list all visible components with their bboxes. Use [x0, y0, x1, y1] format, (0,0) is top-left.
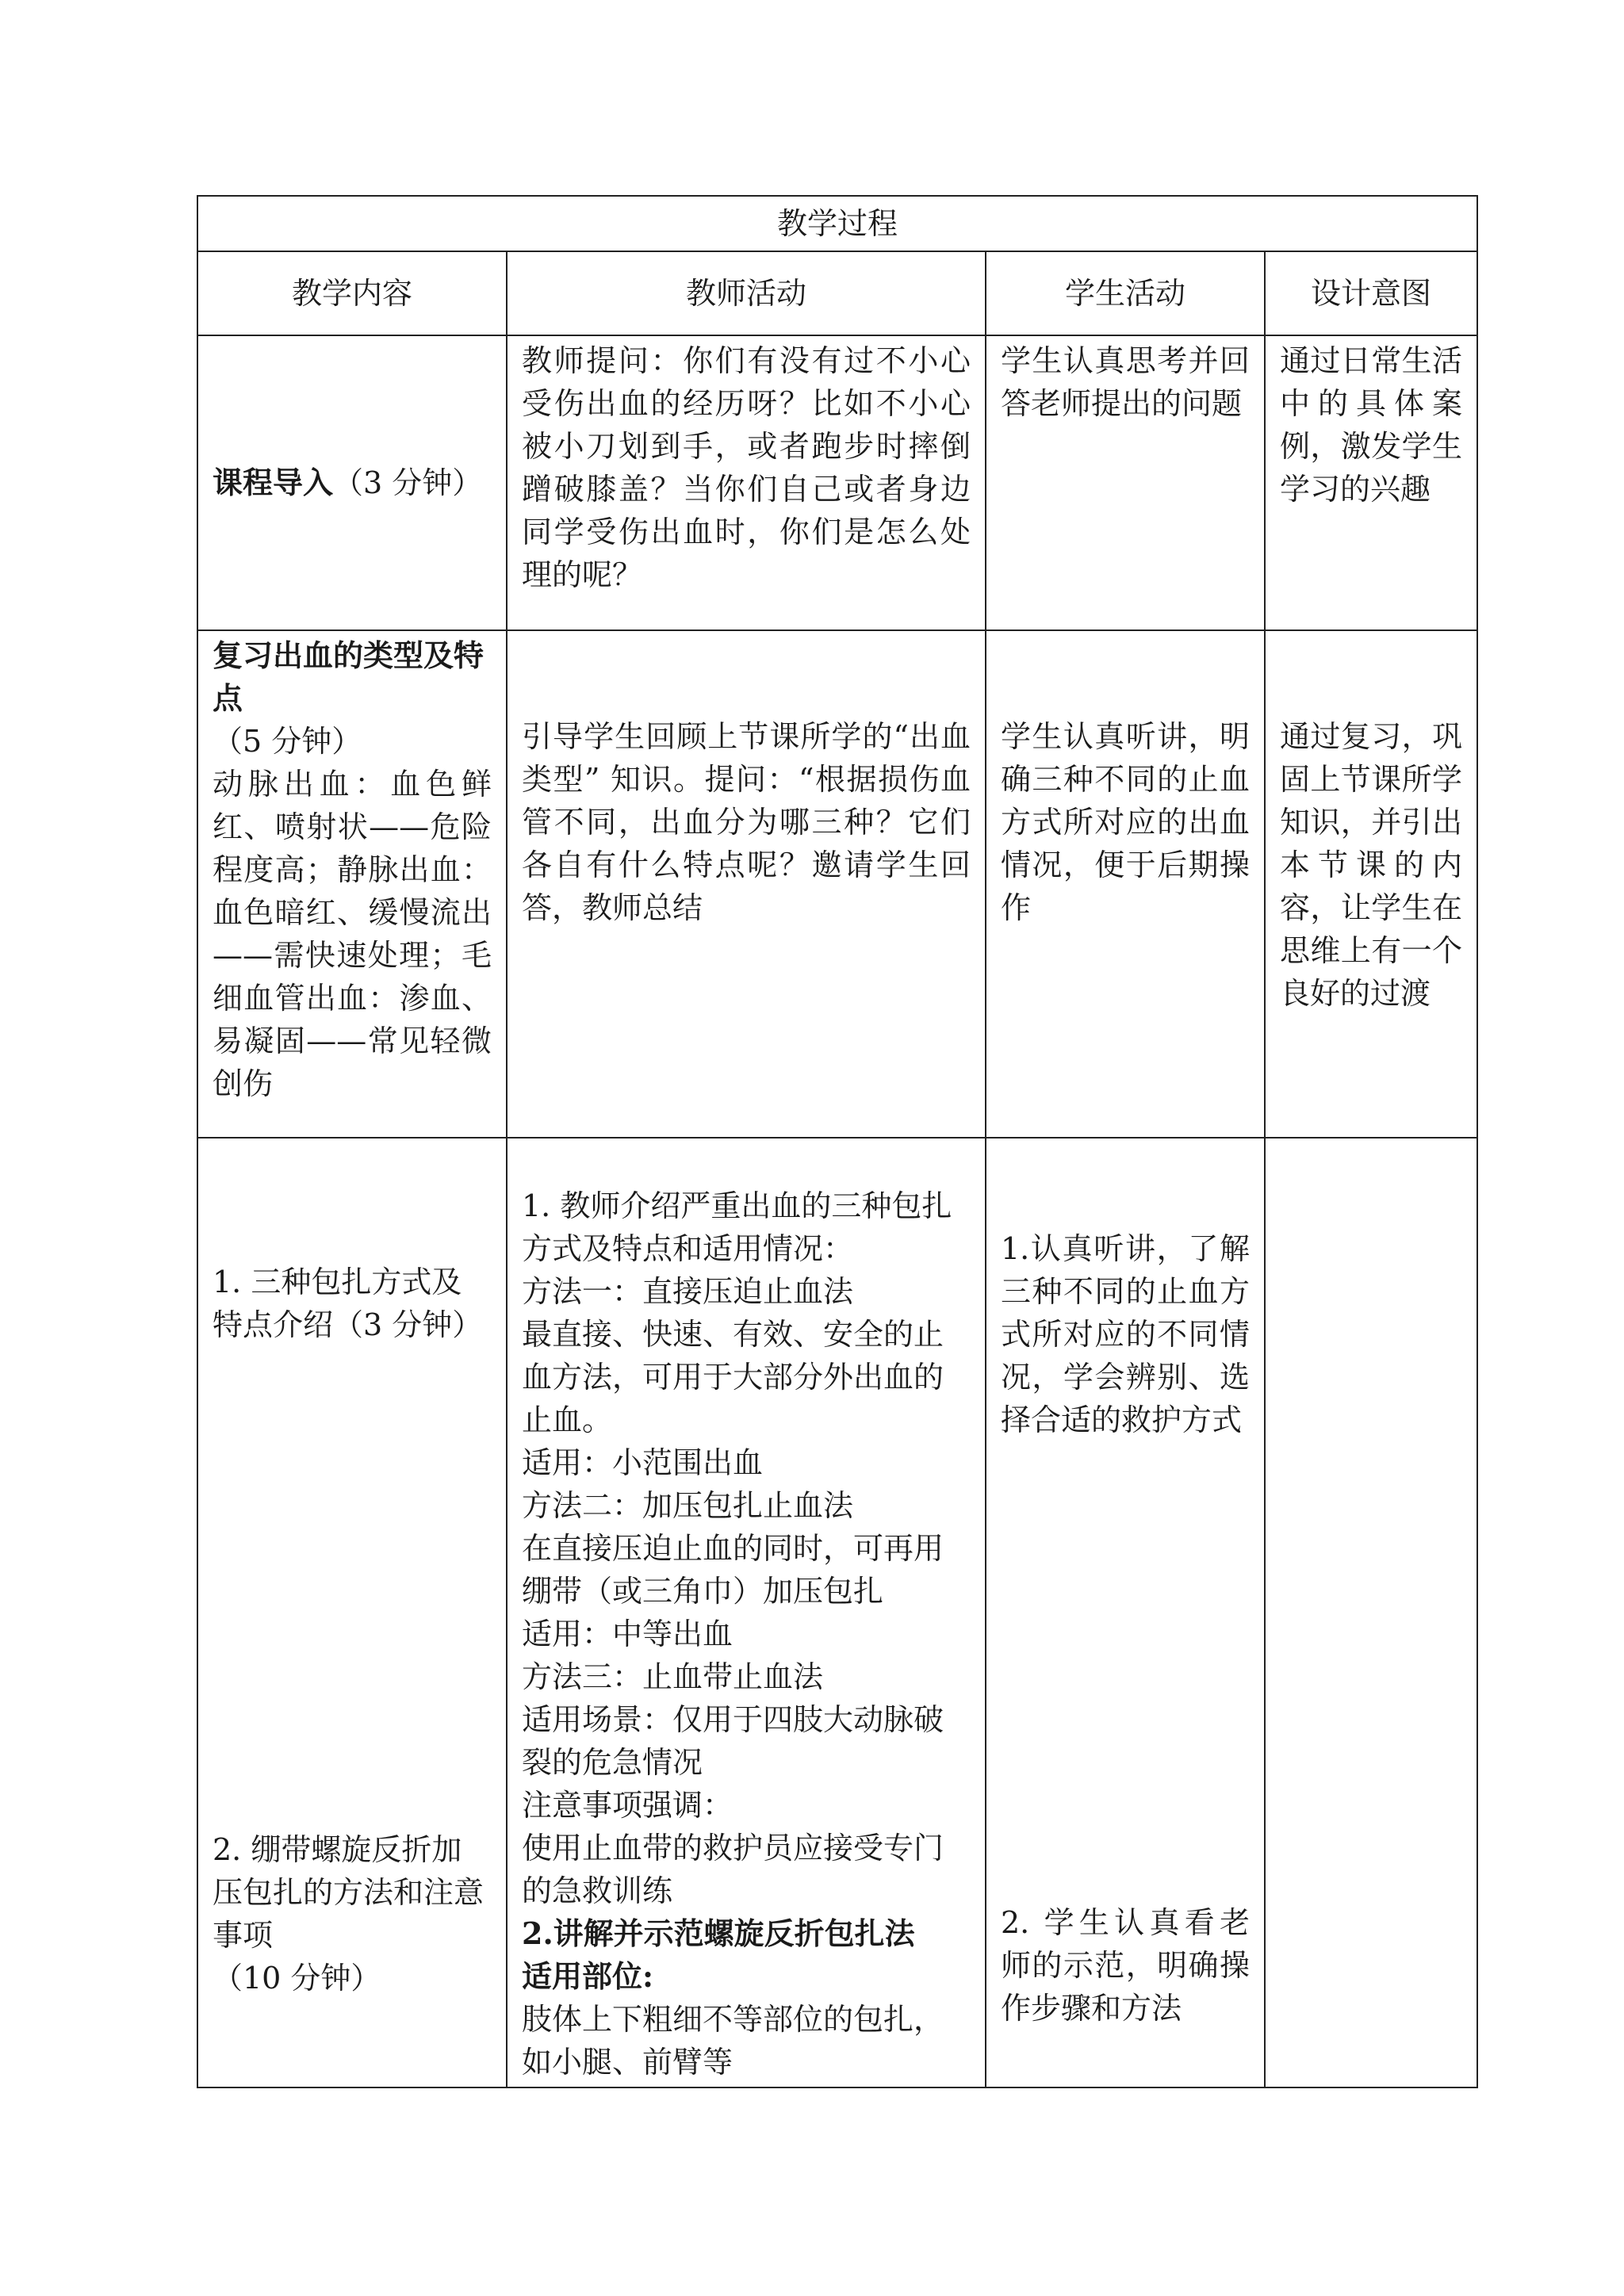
teacher-cell-intro: 教师提问：你们有没有过不小心受伤出血的经历呀？比如不小心被小刀划到手，或者跑步时摔倒蹭破膝盖？当你们自己或者身边同学受伤出血时，你们是怎么处理的呢？: [507, 335, 986, 630]
bandage-part2-duration: （10 分钟）: [213, 1961, 381, 1996]
teacher-line: 使用止血带的救护员应接受专门的急救训练: [522, 1831, 944, 1908]
table-row: [197, 335, 1477, 630]
teacher-line: 适用场景：仅用于四肢大动脉破裂的危急情况: [522, 1702, 944, 1780]
student-part2: 2. 学生认真看老师的示范，明确操作步骤和方法: [1001, 1905, 1250, 2026]
teacher-cell-bandage: [507, 1138, 986, 2087]
header-content: 教学内容: [197, 251, 507, 335]
student-cell-review: 学生认真听讲，明确三种不同的止血方式所对应的出血情况，便于后期操作: [986, 630, 1265, 1138]
review-body: 动脉出血：血色鲜红、喷射状——危险程度高；静脉出血：血色暗红、缓慢流出——需快速处理；毛细血管出血：渗血、易凝固——常见轻微创伤: [213, 767, 492, 1101]
table-row: [197, 630, 1477, 1138]
intro-label: 课程导入: [213, 465, 334, 500]
header-design-intent: 设计意图: [1265, 251, 1477, 335]
intro-duration: （3 分钟）: [333, 465, 483, 500]
teacher-line: 在直接压迫止血的同时，可再用绷带（或三角巾）加压包扎: [522, 1531, 944, 1609]
header-student-activity: 学生活动: [986, 251, 1265, 335]
demo-parts-label: 适用部位:: [522, 1958, 654, 1994]
student-part1: 1.认真听讲，了解三种不同的止血方式所对应的不同情况，学会辨别、选择合适的救护方式: [1001, 1231, 1250, 1437]
teacher-line: 方法一：直接压迫止血法: [522, 1274, 854, 1309]
table-row: [197, 1138, 1477, 2087]
bandage-part2: 2. 绷带螺旋反折加压包扎的方法和注意事项: [213, 1832, 485, 1953]
teacher-line: 适用：小范围出血: [522, 1445, 764, 1480]
bandage-part1: 1. 三种包扎方式及特点介绍（3 分钟）: [213, 1265, 483, 1342]
review-duration: （5 分钟）: [213, 724, 362, 759]
content-cell-review: [197, 630, 507, 1138]
header-teacher-activity: 教师活动: [507, 251, 986, 335]
teacher-line: 注意事项强调：: [522, 1788, 733, 1823]
student-cell-intro: 学生认真思考并回答老师提出的问题: [986, 335, 1265, 630]
teacher-line: 1. 教师介绍严重出血的三种包扎方式及特点和适用情况：: [522, 1188, 952, 1266]
intent-cell-review: 通过复习，巩固上节课所学知识，并引出本节课的内容，让学生在思维上有一个良好的过渡: [1265, 630, 1477, 1138]
teacher-line: 方法三：止血带止血法: [522, 1659, 824, 1694]
content-cell-bandage: [197, 1138, 507, 2087]
table-title: 教学过程: [197, 196, 1477, 251]
lesson-plan-sheet: [197, 195, 1477, 2088]
student-cell-bandage: [986, 1138, 1265, 2087]
demo-title: 2.讲解并示范螺旋反折包扎法: [522, 1915, 915, 1951]
intent-cell-bandage: [1265, 1138, 1477, 2087]
teaching-process-table: [197, 195, 1478, 2088]
teacher-line: 方法二：加压包扎止血法: [522, 1488, 854, 1523]
review-title: 复习出血的类型及特点: [213, 637, 485, 716]
intent-cell-intro: 通过日常生活中的具体案例，激发学生学习的兴趣: [1265, 335, 1477, 630]
content-cell-intro: [197, 335, 507, 630]
teacher-line: 适用：中等出血: [522, 1617, 733, 1651]
teacher-line: 最直接、快速、有效、安全的止血方法，可用于大部分外出血的止血。: [522, 1317, 944, 1437]
teacher-cell-review: 引导学生回顾上节课所学的“出血类型” 知识。提问：“根据损伤血管不同，出血分为哪三种？它们各自有什么特点呢？邀请学生回答，教师总结: [507, 630, 986, 1138]
demo-parts-text: 肢体上下粗细不等部位的包扎，如小腿、前臂等: [522, 2002, 944, 2080]
